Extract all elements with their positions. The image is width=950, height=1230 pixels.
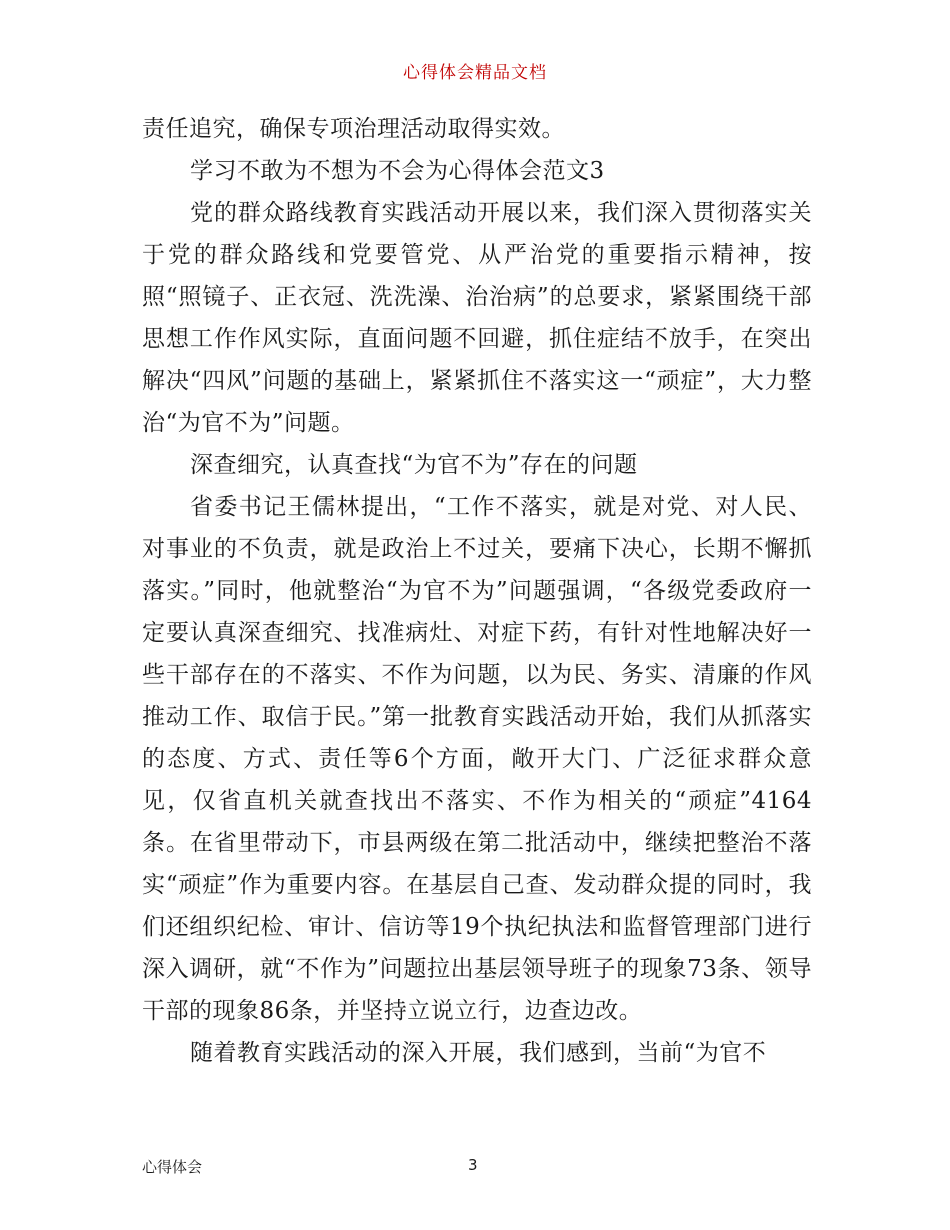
paragraph-4-heading: 深查细究，认真查找“为官不为”存在的问题 bbox=[190, 452, 638, 478]
page-number: 3 bbox=[468, 1156, 478, 1174]
footer-label: 心得体会 bbox=[142, 1158, 203, 1176]
paragraph-6: 随着教育实践活动的深入开展，我们感到，当前“为官不 bbox=[190, 1040, 767, 1066]
paragraph-3: 党的群众路线教育实践活动开展以来，我们深入贯彻落实关于党的群众路线和党要管党、从严治党的重要指示精神，按照“照镜子、正衣冠、洗洗澡、治治病”的总要求，紧紧围绕干部思想工作作风实际，直面问题不回避，抓住症结不放手，在突出解决“四风”问题的基础上，紧紧抓住不落实这一“顽症”，大力整治“为官不为”问题。 bbox=[142, 200, 812, 436]
paragraph-1: 责任追究，确保专项治理活动取得实效。 bbox=[142, 116, 565, 142]
paragraph-2-heading: 学习不敢为不想为不会为心得体会范文3 bbox=[190, 158, 605, 184]
paragraph-5: 省委书记王儒林提出，“工作不落实，就是对党、对人民、对事业的不负责，就是政治上不过关，要痛下决心，长期不懈抓落实。”同时，他就整治“为官不为”问题强调，“各级党委政府一定要认真深查细究、找准病灶、对症下药，有针对性地解决好一些干部存在的不落实、不作为问题，以为民、务实、清廉的作风推动工作、取信于民。”第一批教育实践活动开始，我们从抓落实的态度、方式、责任等6个方面，敞开大门、广泛征求群众意见，仅省直机关就查找出不落实、不作为相关的“顽症”4164条。在省里带动下，市县两级在第二批活动中，继续把整治不落实“顽症”作为重要内容。在基层自己查、发动群众提的同时，我们还组织纪检、审计、信访等19个执纪执法和监督管理部门进行深入调研，就“不作为”问题拉出基层领导班子的现象73条、领导干部的现象86条，并坚持立说立行，边查边改。 bbox=[142, 494, 812, 1024]
header-title: 心得体会精品文档 bbox=[403, 63, 547, 83]
document-body bbox=[142, 108, 812, 1074]
